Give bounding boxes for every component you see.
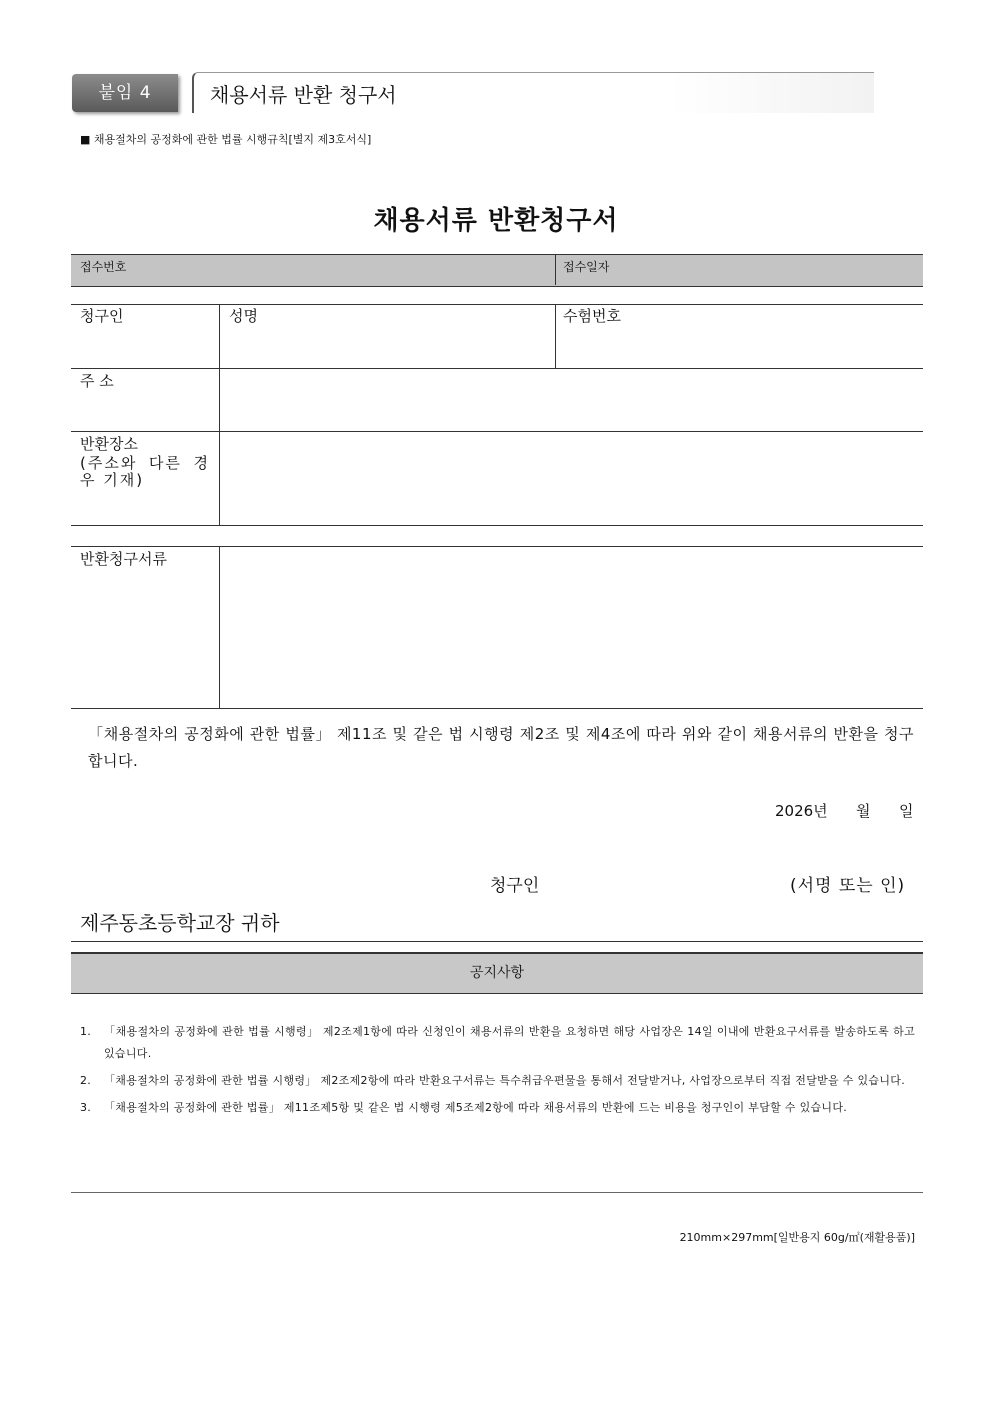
address-field[interactable] <box>221 370 921 429</box>
request-statement: 「채용절차의 공정화에 관한 법률」 제11조 및 같은 법 시행령 제2조 및 제4조에 따라 위와 같이 채용서류의 반환을 청구합니다. <box>88 725 914 770</box>
documents-label: 반환청구서류 <box>80 550 167 568</box>
date-day: 일 <box>899 802 914 820</box>
section-header-title: 채용서류 반환 청구서 <box>210 83 397 107</box>
attachment-badge-label: 붙임 4 <box>98 83 152 103</box>
notice-title: 공지사항 <box>469 965 525 981</box>
date-month: 월 <box>856 802 871 820</box>
attachment-badge <box>72 74 178 112</box>
notice-item: 1. 「채용절차의 공정화에 관한 법률 시행령」 제2조제1항에 따라 신청인이 채용서류의 반환을 요청하면 해당 사업장은 14일 이내에 반환요구서류를 발송하도록 하고 있습니다. <box>80 1025 915 1060</box>
signature-claimant-label: 청구인 <box>490 876 540 896</box>
return-place-note: (주소와 다른 경우 기재) <box>80 454 210 489</box>
receipt-number-label: 접수번호 <box>80 260 127 274</box>
notice-item: 3. 「채용절차의 공정화에 관한 법률」 제11조제5항 및 같은 법 시행령 제5조제2항에 따라 채용서류의 반환에 드는 비용을 청구인이 부담할 수 있습니다. <box>80 1101 848 1114</box>
notice-list <box>80 1021 915 1124</box>
signature-note[interactable]: (서명 또는 인) <box>790 876 906 896</box>
claimant-label: 청구인 <box>80 307 124 325</box>
return-place-field[interactable] <box>221 433 921 523</box>
date-year: 2026년 <box>775 802 828 820</box>
return-place-label: 반환장소 <box>80 435 138 453</box>
section-header <box>192 72 874 113</box>
legal-reference: ■ 채용절차의 공정화에 관한 법률 시행규칙[별지 제3호서식] <box>80 133 372 146</box>
receipt-date-label: 접수일자 <box>563 260 610 274</box>
office-use-row <box>71 254 923 287</box>
notice-header <box>71 952 923 994</box>
name-field[interactable]: 성명 <box>229 307 258 325</box>
recipient: 제주동초등학교장 귀하 <box>80 911 280 935</box>
paper-spec: 210mm×297mm[일반용지 60g/㎡(재활용품)] <box>679 1231 915 1244</box>
documents-field[interactable] <box>221 548 921 706</box>
exam-number-field[interactable]: 수험번호 <box>563 307 621 325</box>
notice-item: 2. 「채용절차의 공정화에 관한 법률 시행령」 제2조제2항에 따라 반환요구서류는 특수취급우편물을 통해서 전달받거나, 사업장으로부터 직접 전달받을 수 있습니다. <box>80 1074 905 1087</box>
document-title: 채용서류 반환청구서 <box>373 206 619 236</box>
address-label: 주 소 <box>80 372 114 390</box>
